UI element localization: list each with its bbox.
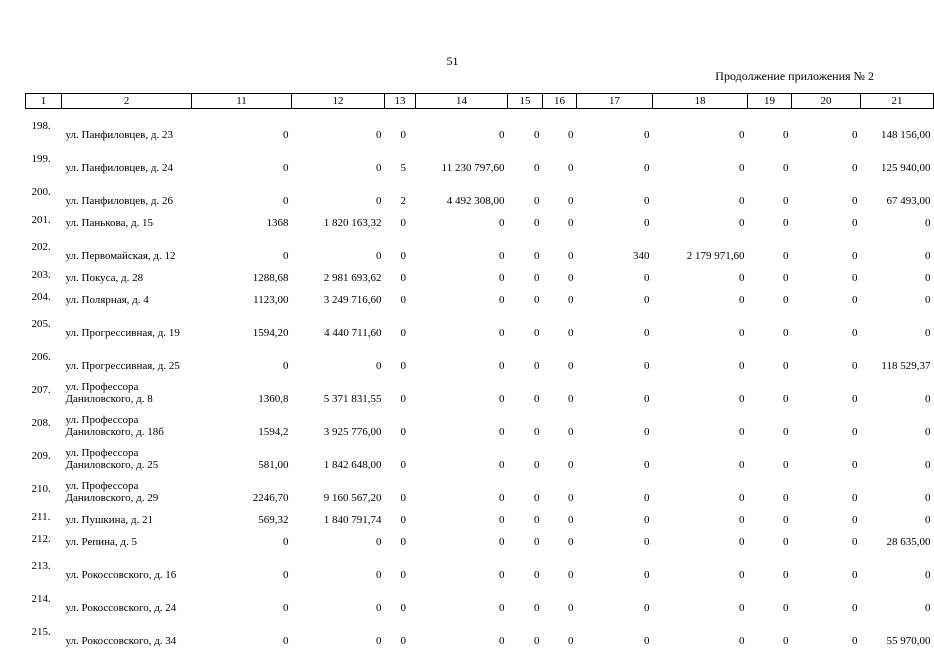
address-cell: ул. Рокоссовского, д. 16	[65, 569, 177, 581]
cell-col-12: 0	[376, 360, 382, 372]
col-header: 18	[653, 94, 748, 109]
cell-col-19: 0	[783, 536, 789, 548]
col-header: 12	[292, 94, 385, 109]
table-row	[26, 505, 934, 527]
cell-col-21: 0	[925, 602, 931, 614]
cell-col-21: 0	[925, 217, 931, 229]
col-header: 11	[192, 94, 292, 109]
cell-col-19: 0	[783, 272, 789, 284]
cell-col-21: 0	[925, 426, 931, 438]
cell-col-14: 0	[499, 602, 505, 614]
cell-col-11: 1288,68	[252, 272, 289, 284]
cell-col-12: 1 840 791,74	[323, 514, 382, 526]
cell-col-15: 0	[534, 459, 540, 471]
cell-col-16: 0	[568, 217, 574, 229]
cell-col-11: 0	[283, 360, 289, 372]
cell-col-12: 1 842 648,00	[323, 459, 382, 471]
cell-col-20: 0	[852, 360, 858, 372]
cell-col-17: 0	[644, 514, 650, 526]
cell-col-20: 0	[852, 195, 858, 207]
cell-col-19: 0	[783, 393, 789, 405]
cell-col-19: 0	[783, 360, 789, 372]
cell-col-16: 0	[568, 294, 574, 306]
col-header: 13	[385, 94, 416, 109]
cell-col-15: 0	[534, 217, 540, 229]
cell-col-12: 3 925 776,00	[323, 426, 382, 438]
cell-col-21: 0	[925, 250, 931, 262]
cell-col-15: 0	[534, 195, 540, 207]
table-row	[26, 406, 934, 439]
cell-col-16: 0	[568, 514, 574, 526]
cell-col-12: 0	[376, 635, 382, 647]
cell-col-18: 0	[739, 635, 745, 647]
cell-col-19: 0	[783, 217, 789, 229]
cell-col-14: 0	[499, 217, 505, 229]
table-row	[26, 208, 934, 230]
cell-col-19: 0	[783, 514, 789, 526]
cell-col-17: 0	[644, 393, 650, 405]
cell-col-16: 0	[568, 569, 574, 581]
cell-col-15: 0	[534, 272, 540, 284]
table-row	[26, 142, 934, 175]
table-row	[26, 373, 934, 406]
cell-col-12: 0	[376, 536, 382, 548]
cell-col-14: 0	[499, 635, 505, 647]
col-header: 14	[416, 94, 508, 109]
cell-col-13: 0	[400, 129, 406, 141]
cell-col-20: 0	[852, 514, 858, 526]
cell-col-18: 0	[739, 129, 745, 141]
col-header: 1	[26, 94, 62, 109]
cell-col-17: 0	[644, 360, 650, 372]
table-row	[26, 307, 934, 340]
cell-col-17: 0	[644, 294, 650, 306]
table-row	[26, 263, 934, 285]
row-number: 210.	[31, 483, 51, 495]
cell-col-20: 0	[852, 272, 858, 284]
cell-col-14: 0	[499, 294, 505, 306]
row-number: 211.	[31, 510, 51, 523]
cell-col-18: 0	[739, 217, 745, 229]
cell-col-15: 0	[534, 393, 540, 405]
cell-col-19: 0	[783, 250, 789, 262]
cell-col-21: 0	[925, 514, 931, 526]
cell-col-21: 67 493,00	[886, 195, 931, 207]
cell-col-11: 1360,8	[258, 393, 289, 405]
cell-col-16: 0	[568, 129, 574, 141]
cell-col-16: 0	[568, 327, 574, 339]
cell-col-12: 4 440 711,60	[324, 327, 382, 339]
cell-col-14: 0	[499, 327, 505, 339]
cell-col-12: 0	[376, 129, 382, 141]
row-number: 207.	[31, 384, 51, 396]
cell-col-14: 0	[499, 272, 505, 284]
cell-col-21: 148 156,00	[881, 129, 931, 141]
cell-col-16: 0	[568, 492, 574, 504]
cell-col-13: 0	[400, 250, 406, 262]
cell-col-17: 0	[644, 195, 650, 207]
cell-col-16: 0	[568, 459, 574, 471]
col-header: 17	[577, 94, 653, 109]
cell-col-15: 0	[534, 602, 540, 614]
cell-col-18: 0	[739, 459, 745, 471]
table-row	[26, 340, 934, 373]
cell-col-19: 0	[783, 129, 789, 141]
cell-col-21: 0	[925, 492, 931, 504]
address-cell: ул. Панькова, д. 15	[65, 217, 154, 229]
cell-col-15: 0	[534, 129, 540, 141]
cell-col-12: 0	[376, 195, 382, 207]
cell-col-18: 0	[739, 602, 745, 614]
cell-col-11: 0	[283, 536, 289, 548]
address-cell: ул. Полярная, д. 4	[65, 294, 149, 306]
cell-col-21: 28 635,00	[886, 536, 931, 548]
cell-col-17: 340	[633, 250, 650, 262]
cell-col-17: 0	[644, 569, 650, 581]
row-number: 200.	[31, 186, 51, 198]
row-number: 203.	[31, 268, 51, 281]
cell-col-20: 0	[852, 492, 858, 504]
cell-col-20: 0	[852, 536, 858, 548]
cell-col-16: 0	[568, 360, 574, 372]
cell-col-15: 0	[534, 569, 540, 581]
page-number: 51	[446, 54, 459, 68]
col-header: 21	[861, 94, 934, 109]
cell-col-16: 0	[568, 536, 574, 548]
cell-col-19: 0	[783, 459, 789, 471]
cell-col-21: 0	[925, 393, 931, 405]
cell-col-13: 0	[400, 492, 406, 504]
address-cell: ул. Рокоссовского, д. 24	[65, 602, 177, 614]
address-cell: ул. Профессора Даниловского, д. 25	[65, 447, 159, 471]
cell-col-16: 0	[568, 195, 574, 207]
cell-col-20: 0	[852, 393, 858, 405]
cell-col-11: 1123,00	[253, 294, 289, 306]
cell-col-14: 4 492 308,00	[446, 195, 505, 207]
cell-col-12: 0	[376, 569, 382, 581]
cell-col-14: 0	[499, 459, 505, 471]
cell-col-16: 0	[568, 602, 574, 614]
row-number: 206.	[31, 351, 51, 363]
cell-col-20: 0	[852, 327, 858, 339]
cell-col-17: 0	[644, 327, 650, 339]
cell-col-11: 581,00	[258, 459, 289, 471]
row-number: 202.	[31, 241, 51, 253]
cell-col-15: 0	[534, 514, 540, 526]
cell-col-13: 0	[400, 514, 406, 526]
cell-col-21: 118 529,37	[881, 360, 931, 372]
cell-col-12: 0	[376, 250, 382, 262]
cell-col-12: 2 981 693,62	[323, 272, 382, 284]
cell-col-15: 0	[534, 250, 540, 262]
cell-col-14: 0	[499, 514, 505, 526]
cell-col-17: 0	[644, 129, 650, 141]
address-cell: ул. Прогрессивная, д. 25	[65, 360, 180, 372]
cell-col-14: 0	[499, 250, 505, 262]
cell-col-20: 0	[852, 426, 858, 438]
cell-col-15: 0	[534, 536, 540, 548]
table-row	[26, 549, 934, 582]
cell-col-13: 0	[400, 569, 406, 581]
cell-col-18: 0	[739, 272, 745, 284]
cell-col-17: 0	[644, 162, 650, 174]
cell-col-13: 0	[400, 294, 406, 306]
row-number: 208.	[31, 417, 51, 429]
cell-col-13: 0	[400, 360, 406, 372]
cell-col-14: 0	[499, 536, 505, 548]
cell-col-21: 0	[925, 272, 931, 284]
cell-col-13: 2	[400, 195, 406, 207]
cell-col-19: 0	[783, 294, 789, 306]
cell-col-13: 0	[400, 327, 406, 339]
cell-col-17: 0	[644, 602, 650, 614]
cell-col-12: 3 249 716,60	[323, 294, 382, 306]
cell-col-14: 0	[499, 129, 505, 141]
cell-col-19: 0	[783, 492, 789, 504]
cell-col-21: 0	[925, 569, 931, 581]
cell-col-15: 0	[534, 426, 540, 438]
address-cell: ул. Профессора Даниловского, д. 18б	[65, 414, 164, 438]
cell-col-20: 0	[852, 569, 858, 581]
cell-col-19: 0	[783, 327, 789, 339]
row-number: 205.	[31, 318, 51, 330]
cell-col-15: 0	[534, 327, 540, 339]
table-row	[26, 472, 934, 505]
cell-col-18: 0	[739, 360, 745, 372]
address-cell: ул. Первомайская, д. 12	[65, 250, 176, 262]
cell-col-18: 0	[739, 327, 745, 339]
address-cell: ул. Профессора Даниловского, д. 8	[65, 381, 153, 405]
table-row	[26, 527, 934, 549]
address-cell: ул. Покуса, д. 28	[65, 272, 144, 284]
cell-col-21: 125 940,00	[881, 162, 931, 174]
cell-col-15: 0	[534, 492, 540, 504]
cell-col-17: 0	[644, 459, 650, 471]
cell-col-20: 0	[852, 294, 858, 306]
table-row	[26, 109, 934, 143]
cell-col-19: 0	[783, 162, 789, 174]
col-header: 19	[748, 94, 792, 109]
cell-col-20: 0	[852, 635, 858, 647]
row-number: 204.	[31, 290, 51, 303]
cell-col-13: 0	[400, 459, 406, 471]
col-header: 15	[508, 94, 543, 109]
cell-col-11: 1368	[266, 217, 289, 229]
header-row	[26, 94, 934, 109]
cell-col-16: 0	[568, 393, 574, 405]
cell-col-19: 0	[783, 635, 789, 647]
cell-col-13: 0	[400, 426, 406, 438]
cell-col-14: 0	[499, 569, 505, 581]
cell-col-14: 0	[499, 360, 505, 372]
cell-col-12: 0	[376, 162, 382, 174]
row-number: 212.	[31, 532, 51, 545]
cell-col-18: 0	[739, 514, 745, 526]
data-table	[25, 93, 934, 648]
table-row	[26, 615, 934, 648]
address-cell: ул. Панфиловцев, д. 23	[65, 129, 173, 141]
cell-col-11: 0	[283, 162, 289, 174]
cell-col-20: 0	[852, 602, 858, 614]
table-row	[26, 582, 934, 615]
row-number: 215.	[31, 626, 51, 638]
cell-col-16: 0	[568, 635, 574, 647]
cell-col-11: 0	[283, 569, 289, 581]
cell-col-21: 0	[925, 327, 931, 339]
row-number: 201.	[31, 213, 51, 226]
cell-col-21: 55 970,00	[886, 635, 931, 647]
cell-col-17: 0	[644, 536, 650, 548]
cell-col-18: 0	[739, 569, 745, 581]
cell-col-11: 0	[283, 129, 289, 141]
cell-col-12: 1 820 163,32	[323, 217, 382, 229]
address-cell: ул. Панфиловцев, д. 24	[65, 162, 173, 174]
cell-col-11: 2246,70	[252, 492, 289, 504]
cell-col-19: 0	[783, 195, 789, 207]
row-number: 199.	[31, 153, 51, 165]
cell-col-21: 0	[925, 459, 931, 471]
table-row	[26, 439, 934, 472]
cell-col-17: 0	[644, 492, 650, 504]
cell-col-11: 0	[283, 250, 289, 262]
cell-col-11: 1594,2	[258, 426, 289, 438]
cell-col-18: 0	[739, 294, 745, 306]
cell-col-18: 0	[739, 162, 745, 174]
address-cell: ул. Прогрессивная, д. 19	[65, 327, 180, 339]
cell-col-20: 0	[852, 250, 858, 262]
cell-col-12: 0	[376, 602, 382, 614]
cell-col-11: 569,32	[258, 514, 289, 526]
table-row	[26, 230, 934, 263]
cell-col-15: 0	[534, 360, 540, 372]
cell-col-18: 0	[739, 426, 745, 438]
cell-col-17: 0	[644, 217, 650, 229]
cell-col-14: 11 230 797,60	[441, 162, 505, 174]
cell-col-11: 0	[283, 635, 289, 647]
cell-col-13: 0	[400, 393, 406, 405]
col-header: 16	[543, 94, 577, 109]
cell-col-14: 0	[499, 393, 505, 405]
cell-col-15: 0	[534, 635, 540, 647]
cell-col-13: 0	[400, 602, 406, 614]
page-subtitle: Продолжение приложения № 2	[715, 69, 874, 83]
cell-col-18: 2 179 971,60	[686, 250, 745, 262]
cell-col-18: 0	[739, 195, 745, 207]
cell-col-13: 0	[400, 536, 406, 548]
row-number: 209.	[31, 450, 51, 462]
cell-col-20: 0	[852, 129, 858, 141]
row-number: 213.	[31, 560, 51, 572]
table-row	[26, 285, 934, 307]
cell-col-20: 0	[852, 217, 858, 229]
cell-col-12: 9 160 567,20	[323, 492, 382, 504]
cell-col-18: 0	[739, 492, 745, 504]
col-header: 20	[792, 94, 861, 109]
cell-col-13: 0	[400, 272, 406, 284]
cell-col-15: 0	[534, 294, 540, 306]
table-row	[26, 175, 934, 208]
address-cell: ул. Пушкина, д. 21	[65, 514, 154, 526]
cell-col-19: 0	[783, 569, 789, 581]
cell-col-16: 0	[568, 162, 574, 174]
cell-col-17: 0	[644, 272, 650, 284]
cell-col-15: 0	[534, 162, 540, 174]
cell-col-11: 0	[283, 602, 289, 614]
cell-col-17: 0	[644, 426, 650, 438]
cell-col-11: 1594,20	[252, 327, 289, 339]
cell-col-17: 0	[644, 635, 650, 647]
cell-col-19: 0	[783, 602, 789, 614]
cell-col-20: 0	[852, 162, 858, 174]
cell-col-13: 0	[400, 635, 406, 647]
cell-col-21: 0	[925, 294, 931, 306]
cell-col-19: 0	[783, 426, 789, 438]
col-header: 2	[62, 94, 192, 109]
cell-col-16: 0	[568, 272, 574, 284]
row-number: 198.	[31, 120, 51, 132]
cell-col-20: 0	[852, 459, 858, 471]
cell-col-11: 0	[283, 195, 289, 207]
address-cell: ул. Профессора Даниловского, д. 29	[65, 480, 159, 504]
address-cell: ул. Репина, д. 5	[65, 536, 137, 548]
cell-col-14: 0	[499, 426, 505, 438]
address-cell: ул. Рокоссовского, д. 34	[65, 635, 177, 647]
address-cell: ул. Панфиловцев, д. 26	[65, 195, 173, 207]
cell-col-13: 0	[400, 217, 406, 229]
cell-col-16: 0	[568, 426, 574, 438]
row-number: 214.	[31, 593, 51, 605]
cell-col-14: 0	[499, 492, 505, 504]
cell-col-16: 0	[568, 250, 574, 262]
cell-col-13: 5	[400, 162, 406, 174]
cell-col-12: 5 371 831,55	[323, 393, 382, 405]
cell-col-18: 0	[739, 393, 745, 405]
cell-col-18: 0	[739, 536, 745, 548]
